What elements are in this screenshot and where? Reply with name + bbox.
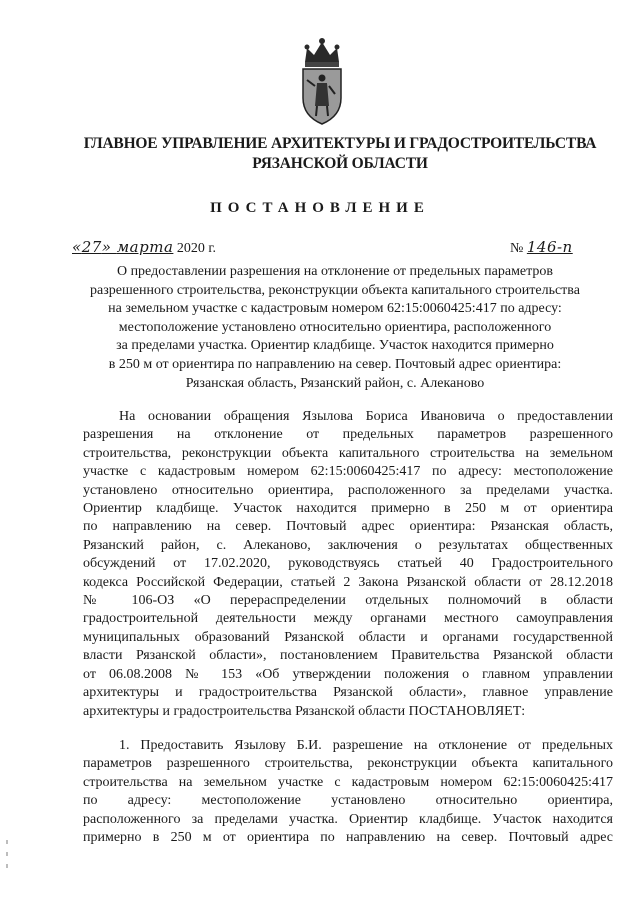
body-line: участке с кадастровым номером 62:15:0060425:417 по адресу: местоположение [83, 464, 613, 480]
date-month: марта [116, 238, 174, 256]
body-line: параметров разрешенного строительства, реконструкции объекта капитального [83, 756, 613, 772]
paragraph-preamble [83, 408, 613, 721]
org-line-2: РЯЗАНСКОЙ ОБЛАСТИ [252, 155, 428, 172]
body-line: власти Рязанской области», постановлением Правительства Рязанской области [83, 648, 613, 664]
body-line: строительства, реконструкции объекта капитального строительства на земельном [83, 445, 613, 461]
subject-line: на земельном участке с кадастровым номером 62:15:0060425:417 по адресу: [108, 301, 562, 317]
body-line: градостроительной деятельности между органами местного самоуправления [83, 611, 613, 627]
body-line: Ориентир кладбище. Участок находится примерно в 250 м от ориентира [83, 501, 613, 517]
document-date: «27» марта 2020 г. [72, 238, 217, 256]
document-body [83, 408, 613, 847]
body-line: установлено относительно ориентира, расположенного за пределами участка. [83, 482, 613, 498]
scan-margin-mark [6, 852, 8, 856]
number-value: 146-п [526, 238, 573, 256]
body-line: строительства на земельном участке с кадастровым номером 62:15:0060425:417 [83, 774, 613, 790]
subject-line: разрешенного строительства, реконструкции объекта капитального строительства [90, 282, 580, 298]
date-year: 2020 г. [176, 241, 217, 256]
subject-line: местоположение установлено относительно ориентира, расположенного [118, 319, 552, 335]
body-line: расположенного за пределами участка. Ориентир кладбище. Участок находится [83, 811, 613, 827]
document-number [510, 238, 573, 257]
subject-line: Рязанская область, Рязанский район, с. Алеканово [185, 375, 485, 391]
body-line: архитектуры и градостроительства Рязанской области», главное управление [83, 685, 613, 701]
body-line: от 06.08.2008 № 153 «Об утверждении положения о главном управлении [83, 666, 613, 682]
body-line: разрешения на отклонение от предельных параметров разрешенного [83, 427, 613, 443]
body-line: № 106-ОЗ «О перераспределении отдельных полномочий в области [83, 593, 613, 609]
body-line: На основании обращения Язылова Бориса Ивановича о предоставлении [119, 409, 613, 424]
subject-line: за пределами участка. Ориентир кладбище. Участок находится примерно [116, 338, 554, 354]
body-line: архитектуры и градостроительства Рязанской области ПОСТАНОВЛЯЕТ: [83, 703, 526, 719]
body-line: Рязанский район, с. Алеканово, заключения о результатах общественных [83, 537, 613, 553]
body-line: по адресу: местоположение установлено относительно ориентира, [83, 793, 613, 809]
body-line: 1. Предоставить Язылову Б.И. разрешение на отклонение от предельных [119, 737, 613, 753]
body-line: по направлению на север. Почтовый адрес ориентира: Рязанская область, [83, 519, 613, 535]
date-day: 27 [81, 238, 102, 256]
paragraph-item-1 [83, 737, 613, 847]
document-subject [70, 263, 600, 393]
scan-margin-mark [6, 864, 8, 868]
body-line: муниципальных образований Рязанской области и органами государственной [83, 629, 613, 645]
org-line-1: ГЛАВНОЕ УПРАВЛЕНИЕ АРХИТЕКТУРЫ И ГРАДОСТРОИТЕЛЬСТВА [83, 135, 597, 152]
body-line: примерно в 250 м от ориентира по направлению на север. Почтовый адрес [83, 829, 613, 845]
scan-margin-mark [6, 840, 8, 844]
number-label: № [510, 241, 524, 256]
organization-name [60, 134, 620, 174]
body-line: кодекса Российской Федерации, статьей 2 Закона Рязанской области от 28.12.2018 [83, 574, 613, 590]
subject-line: в 250 м от ориентира по направлению на север. Почтовый адрес ориентира: [108, 356, 562, 372]
body-line: обсуждений от 17.02.2020, руководствуясь статьей 40 Градостроительного [83, 556, 613, 572]
subject-line: О предоставлении разрешения на отклонение от предельных параметров [116, 264, 554, 279]
ryazan-coat-of-arms-emblem [297, 36, 347, 128]
document-type-title: ПОСТАНОВЛЕНИЕ [210, 200, 430, 216]
